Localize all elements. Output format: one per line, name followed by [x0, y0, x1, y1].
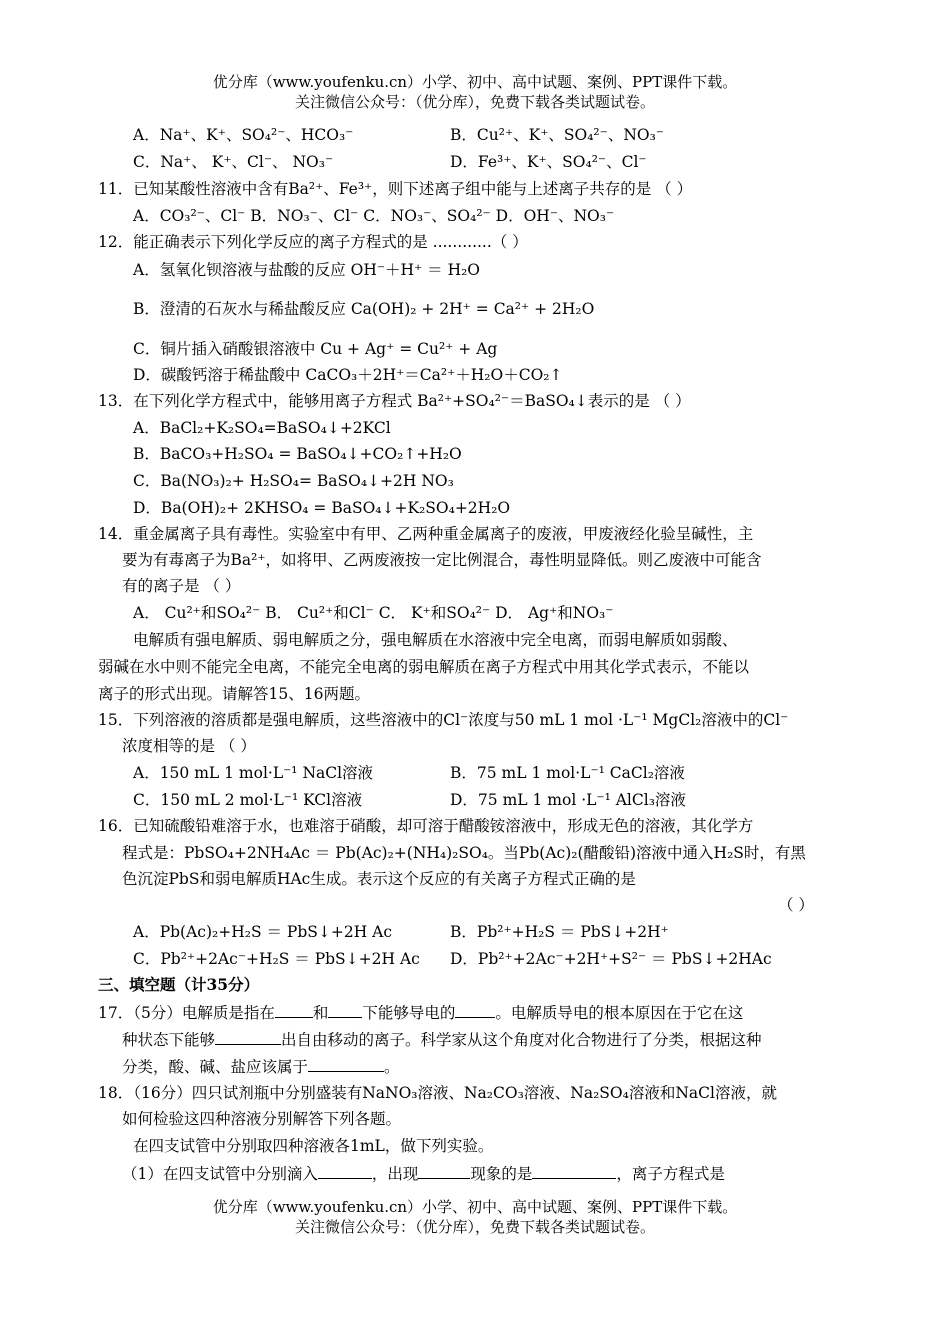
q16-bracket: （ ） [778, 896, 814, 914]
q14-line-2: 要为有毒离子为Ba²⁺，如将甲、乙两废液按一定比例混合，毒性明显降低。则乙废液中可能含 [122, 551, 762, 569]
footer-line-1: 优分库（www.youfenku.cn）小学、初中、高中试题、案例、PPT课件下载。 [212, 1198, 738, 1216]
q17-text-3: 下能够导电的 [362, 1004, 456, 1022]
q13-option-b: B．BaCO₃+H₂SO₄ = BaSO₄↓+CO₂↑+H₂O [133, 445, 462, 463]
q10-option-b: B．Cu²⁺、K⁺、SO₄²⁻、NO₃⁻ [450, 126, 664, 144]
q18-text-3: 现象的是 [470, 1165, 533, 1183]
q10-option-d: D．Fe³⁺、K⁺、SO₄²⁻、Cl⁻ [450, 153, 647, 171]
q15-option-d: D．75 mL 1 mol ·L⁻¹ AlCl₃溶液 [450, 791, 686, 809]
passage-line-3: 离子的形式出现。请解答15、16两题。 [98, 685, 370, 703]
q16-line-2: 程式是：PbSO₄+2NH₄Ac ＝ Pb(Ac)₂+(NH₄)₂SO₄。当Pb(Ac)₂(醋酸铅)溶液中通入H₂S时，有黑 [122, 844, 806, 862]
passage-line-1: 电解质有强电解质、弱电解质之分，强电解质在水溶液中完全电离，而弱电解质如弱酸、 [133, 631, 738, 649]
q17-text-4: 。电解质导电的根本原因在于它在这 [495, 1004, 744, 1022]
q14-line-1: 14．重金属离子具有毒性。实验室中有甲、乙两种重金属离子的废液，甲废液经化验呈碱性，主 [98, 525, 754, 543]
q17-text-2: 和 [312, 1004, 329, 1022]
q16-line-3: 色沉淀PbS和弱电解质HAc生成。表示这个反应的有关离子方程式正确的是 [122, 870, 636, 888]
q17-blank-2[interactable] [328, 1001, 362, 1018]
q18-line-4 [122, 1162, 725, 1185]
passage-line-2: 弱碱在水中则不能完全电离，不能完全电离的弱电解质在离子方程式中用其化学式表示，不能以 [98, 658, 750, 676]
q16-option-b: B．Pb²⁺+H₂S ＝ PbS↓+2H⁺ [450, 923, 669, 941]
q18-line-1: 18．（16分）四只试剂瓶中分别盛装有NaNO₃溶液、Na₂CO₃溶液、Na₂SO₄溶液和NaCl溶液，就 [98, 1084, 777, 1102]
q15-option-b: B．75 mL 1 mol·L⁻¹ CaCl₂溶液 [450, 764, 685, 782]
q18-text-2: ，出现 [371, 1165, 419, 1183]
q13-option-d: D．Ba(OH)₂+ 2KHSO₄ = BaSO₄↓+K₂SO₄+2H₂O [133, 499, 511, 517]
q17-line-1 [98, 1001, 743, 1024]
q14-options: A． Cu²⁺和SO₄²⁻ B． Cu²⁺和Cl⁻ C． K⁺和SO₄²⁻ D． Ag⁺和NO₃⁻ [133, 604, 614, 622]
q12-option-b: B．澄清的石灰水与稀盐酸反应 Ca(OH)₂ + 2H⁺ = Ca²⁺ + 2H₂O [133, 300, 595, 318]
q12-stem: 12．能正确表示下列化学反应的离子方程式的是 ............（ ） [98, 233, 528, 251]
q17-text-5: 种状态下能够 [122, 1031, 216, 1049]
q11-stem: 11．已知某酸性溶液中含有Ba²⁺、Fe³⁺，则下述离子组中能与上述离子共存的是 （ ） [98, 180, 693, 198]
q17-line-3 [122, 1055, 400, 1078]
q16-option-d: D．Pb²⁺+2Ac⁻+2H⁺+S²⁻ ＝ PbS↓+2HAc [450, 950, 772, 968]
q16-option-c: C．Pb²⁺+2Ac⁻+H₂S ＝ PbS↓+2H Ac [133, 950, 420, 968]
section-3-title: 三、填空题（计35分） [98, 975, 260, 994]
q18-line-3: 在四支试管中分别取四种溶液各1mL，做下列实验。 [133, 1137, 494, 1155]
q12-option-c: C．铜片插入硝酸银溶液中 Cu + Ag⁺ = Cu²⁺ + Ag [133, 340, 498, 358]
q17-text-7: 分类，酸、碱、盐应该属于 [122, 1058, 309, 1076]
q15-option-a: A．150 mL 1 mol·L⁻¹ NaCl溶液 [133, 764, 374, 782]
q10-option-c: C．Na⁺、 K⁺、Cl⁻、 NO₃⁻ [133, 153, 334, 171]
q14-line-3: 有的离子是 （ ） [122, 577, 241, 595]
q18-text-4: ，离子方程式是 [616, 1165, 725, 1183]
q17-text-1: 17．（5分）电解质是指在 [98, 1004, 275, 1022]
q13-option-c: C．Ba(NO₃)₂+ H₂SO₄= BaSO₄↓+2H NO₃ [133, 472, 454, 490]
q12-option-d: D．碳酸钙溶于稀盐酸中 CaCO₃＋2H⁺＝Ca²⁺＋H₂O＋CO₂↑ [133, 366, 563, 384]
q17-blank-1[interactable] [275, 1001, 313, 1018]
q13-stem: 13．在下列化学方程式中，能够用离子方程式 Ba²⁺+SO₄²⁻＝BaSO₄↓表示的是 （ ） [98, 392, 691, 410]
q16-line-1: 16．已知硫酸铅难溶于水，也难溶于硝酸，却可溶于醋酸铵溶液中，形成无色的溶液，其化学方 [98, 817, 754, 835]
header-line-1: 优分库（www.youfenku.cn）小学、初中、高中试题、案例、PPT课件下载。 [212, 73, 738, 91]
q18-text-1: （1）在四支试管中分别滴入 [122, 1165, 318, 1183]
q15-line-2: 浓度相等的是 （ ） [122, 737, 256, 755]
header-line-2: 关注微信公众号：（优分库），免费下载各类试题试卷。 [294, 93, 655, 111]
footer-line-2: 关注微信公众号：（优分库），免费下载各类试题试卷。 [294, 1218, 655, 1236]
q13-option-a: A．BaCl₂+K₂SO₄=BaSO₄↓+2KCl [133, 419, 391, 437]
q18-blank-2[interactable] [418, 1162, 470, 1179]
q15-line-1: 15．下列溶液的溶质都是强电解质，这些溶液中的Cl⁻浓度与50 mL 1 mol ·L⁻¹ MgCl₂溶液中的Cl⁻ [98, 711, 789, 729]
q12-option-a: A．氢氧化钡溶液与盐酸的反应 OH⁻＋H⁺ ＝ H₂O [133, 261, 481, 279]
q18-line-2: 如何检验这四种溶液分别解答下列各题。 [122, 1110, 402, 1128]
q18-blank-1[interactable] [318, 1162, 372, 1179]
q17-line-2 [122, 1028, 762, 1051]
q17-blank-4[interactable] [215, 1028, 281, 1045]
q17-blank-3[interactable] [455, 1001, 495, 1018]
q18-blank-3[interactable] [532, 1162, 616, 1179]
q17-text-8: 。 [384, 1058, 400, 1076]
q15-option-c: C．150 mL 2 mol·L⁻¹ KCl溶液 [133, 791, 363, 809]
q16-option-a: A．Pb(Ac)₂+H₂S ＝ PbS↓+2H Ac [133, 923, 393, 941]
q11-options: A．CO₃²⁻、Cl⁻ B．NO₃⁻、Cl⁻ C．NO₃⁻、SO₄²⁻ D．OH⁻、NO₃⁻ [133, 207, 615, 225]
q17-text-6: 出自由移动的离子。科学家从这个角度对化合物进行了分类，根据这种 [281, 1031, 762, 1049]
q17-blank-5[interactable] [308, 1055, 384, 1072]
q10-option-a: A．Na⁺、K⁺、SO₄²⁻、HCO₃⁻ [133, 126, 354, 144]
